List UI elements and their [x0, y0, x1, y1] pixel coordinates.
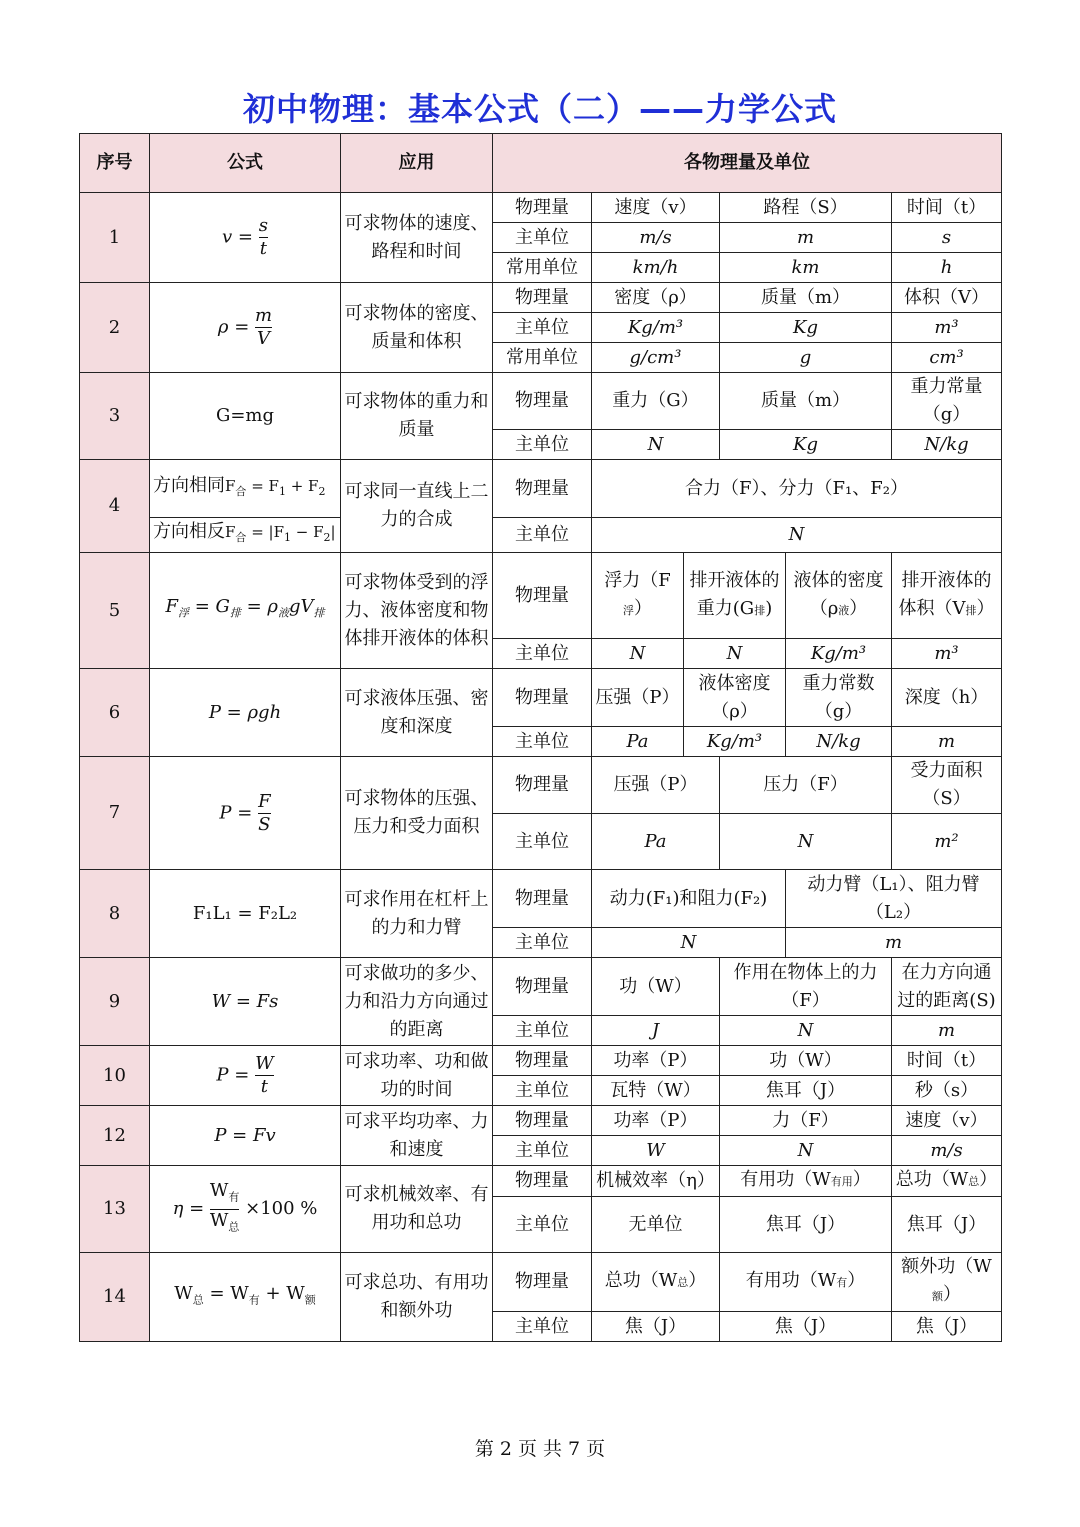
application-text: 可求物体的速度、路程和时间 — [341, 193, 493, 283]
table-row — [80, 669, 1002, 727]
label-main-unit: 主单位 — [493, 223, 592, 253]
row-number: 2 — [80, 283, 150, 373]
header-formula: 公式 — [150, 134, 341, 193]
label-quantity: 物理量 — [493, 373, 592, 430]
row-number: 1 — [80, 193, 150, 283]
quantity-cell: 作用在物体上的力（F） — [720, 958, 892, 1016]
label-quantity: 物理量 — [493, 870, 592, 928]
row-number: 10 — [80, 1046, 150, 1106]
table-row — [80, 1046, 1002, 1076]
application-text: 可求做功的多少、力和沿力方向通过的距离 — [341, 958, 493, 1046]
quantity-cell: 动力(F₁)和阻力(F₂) — [592, 870, 786, 928]
quantity-cell: 重力常量（g） — [892, 373, 1002, 430]
quantity-text: 浮力（F — [604, 569, 671, 591]
unit-cell: Kg — [720, 430, 892, 460]
unit-cell: N — [592, 928, 786, 958]
unit-cell: Pa — [592, 814, 720, 870]
formula-table — [79, 133, 1002, 1342]
quantity-cell: 功（W） — [720, 1046, 892, 1076]
row-number: 3 — [80, 373, 150, 460]
formula-power: P = $\frac{W}{t}$ — [150, 1046, 341, 1106]
opposite-direction-label: 方向相反 — [153, 521, 225, 542]
table-row — [80, 283, 1002, 313]
label-common-unit: 常用单位 — [493, 253, 592, 283]
quantity-text: 额外功（W — [901, 1256, 992, 1277]
label-common-unit: 常用单位 — [493, 343, 592, 373]
table-row — [80, 1106, 1002, 1136]
quantity-text: 有用功（W — [740, 1169, 831, 1190]
label-main-unit: 主单位 — [493, 1197, 592, 1253]
quantity-cell: 时间（t） — [892, 193, 1002, 223]
quantity-cell: 重力常数（g） — [786, 669, 892, 727]
label-quantity: 物理量 — [493, 757, 592, 814]
application-text: 可求物体的重力和质量 — [341, 373, 493, 460]
label-main-unit: 主单位 — [493, 814, 592, 870]
label-main-unit: 主单位 — [493, 1076, 592, 1106]
application-text: 可求总功、有用功和额外功 — [341, 1253, 493, 1342]
unit-cell: N — [592, 430, 720, 460]
application-text: 可求液体压强、密度和深度 — [341, 669, 493, 757]
header-quantities: 各物理量及单位 — [493, 134, 1002, 193]
unit-cell: 无单位 — [592, 1197, 720, 1253]
formula-opposite-direction: 方向相反$F_合 = |F_1 - F_2|$ — [150, 518, 341, 553]
formula-density: ρ = $\frac{m}{V}$ — [150, 283, 341, 373]
application-text: 可求同一直线上二力的合成 — [341, 460, 493, 553]
application-text: 可求物体受到的浮力、液体密度和物体排开液体的体积 — [341, 553, 493, 669]
quantity-text: 液体的密度（ρ — [793, 569, 884, 619]
unit-cell: N — [592, 518, 1002, 553]
unit-cell: m³ — [892, 313, 1002, 343]
quantity-cell: 体积（V） — [892, 283, 1002, 313]
application-text: 可求机械效率、有用功和总功 — [341, 1166, 493, 1253]
unit-cell: s — [892, 223, 1002, 253]
unit-cell: h — [892, 253, 1002, 283]
unit-cell: km/h — [592, 253, 720, 283]
quantity-cell: 液体密度（ρ） — [684, 669, 786, 727]
quantity-cell: 密度（ρ） — [592, 283, 720, 313]
quantity-cell: 排开液体的重力(G排) — [684, 553, 786, 639]
quantity-cell: 力（F） — [720, 1106, 892, 1136]
label-main-unit: 主单位 — [493, 518, 592, 553]
table-row — [80, 1253, 1002, 1312]
quantity-text: 总功（W — [604, 1270, 678, 1291]
quantity-cell: 在力方向通过的距离(S) — [892, 958, 1002, 1016]
unit-cell: 秒（s） — [892, 1076, 1002, 1106]
table-header — [80, 134, 1002, 193]
unit-cell: N/kg — [786, 727, 892, 757]
label-main-unit: 主单位 — [493, 639, 592, 669]
unit-cell: N/kg — [892, 430, 1002, 460]
quantity-cell: 合力（F）、分力（F₁、F₂） — [592, 460, 1002, 518]
label-main-unit: 主单位 — [493, 313, 592, 343]
quantity-cell: 速度（v） — [892, 1106, 1002, 1136]
quantity-cell: 机械效率（η） — [592, 1166, 720, 1197]
table-row — [80, 1166, 1002, 1197]
table-row — [80, 460, 1002, 518]
quantity-cell: 额外功（W额） — [892, 1253, 1002, 1312]
quantity-cell: 路程（S） — [720, 193, 892, 223]
label-main-unit: 主单位 — [493, 928, 592, 958]
table-row — [80, 958, 1002, 1016]
row-number: 9 — [80, 958, 150, 1046]
table-row — [80, 757, 1002, 814]
label-main-unit: 主单位 — [493, 1312, 592, 1342]
label-quantity: 物理量 — [493, 460, 592, 518]
quantity-cell: 液体的密度（ρ液） — [786, 553, 892, 639]
quantity-cell: 压强（P） — [592, 669, 684, 727]
label-main-unit: 主单位 — [493, 430, 592, 460]
unit-cell: 焦耳（J） — [720, 1076, 892, 1106]
application-text: 可求功率、功和做功的时间 — [341, 1046, 493, 1106]
unit-cell: m³ — [892, 639, 1002, 669]
unit-cell: N — [592, 639, 684, 669]
unit-cell: m — [720, 223, 892, 253]
header-application: 应用 — [341, 134, 493, 193]
unit-cell: Pa — [592, 727, 684, 757]
unit-cell: Kg/m³ — [592, 313, 720, 343]
unit-cell: N — [684, 639, 786, 669]
quantity-cell: 有用功（W有用） — [720, 1166, 892, 1197]
application-text: 可求物体的密度、质量和体积 — [341, 283, 493, 373]
unit-cell: km — [720, 253, 892, 283]
header-no: 序号 — [80, 134, 150, 193]
formula-gravity: G=mg — [150, 373, 341, 460]
label-quantity: 物理量 — [493, 1046, 592, 1076]
formula-buoyancy: $F_浮 = G_排 = \rho_液gV_排$ — [150, 553, 341, 669]
row-number: 7 — [80, 757, 150, 870]
formula-lever: F₁L₁ = F₂L₂ — [150, 870, 341, 958]
unit-cell: 焦耳（J） — [720, 1197, 892, 1253]
quantity-cell: 压强（P） — [592, 757, 720, 814]
unit-cell: m — [786, 928, 1002, 958]
quantity-cell: 排开液体的体积（V排） — [892, 553, 1002, 639]
table-row — [80, 518, 1002, 553]
quantity-cell: 有用功（W有） — [720, 1253, 892, 1312]
unit-cell: N — [720, 1016, 892, 1046]
label-quantity: 物理量 — [493, 1253, 592, 1312]
row-number: 14 — [80, 1253, 150, 1342]
label-quantity: 物理量 — [493, 193, 592, 223]
row-number: 12 — [80, 1106, 150, 1166]
unit-cell: J — [592, 1016, 720, 1046]
unit-cell: Kg/m³ — [786, 639, 892, 669]
quantity-cell: 重力（G） — [592, 373, 720, 430]
application-text: 可求作用在杠杆上的力和力臂 — [341, 870, 493, 958]
quantity-cell: 功（W） — [592, 958, 720, 1016]
unit-cell: m² — [892, 814, 1002, 870]
quantity-cell: 功率（P） — [592, 1106, 720, 1136]
label-quantity: 物理量 — [493, 1166, 592, 1197]
quantity-text: 排开液体的重力(G — [689, 569, 780, 619]
quantity-cell: 功率（P） — [592, 1046, 720, 1076]
same-direction-label: 方向相同 — [153, 474, 225, 496]
unit-cell: 焦耳（J） — [892, 1197, 1002, 1253]
quantity-text: 有用功（W — [745, 1270, 837, 1291]
label-main-unit: 主单位 — [493, 1136, 592, 1166]
row-number: 6 — [80, 669, 150, 757]
label-quantity: 物理量 — [493, 283, 592, 313]
unit-cell: 焦（J） — [592, 1312, 720, 1342]
quantity-cell: 质量（m） — [720, 283, 892, 313]
formula-liquid-pressure: P = ρgh — [150, 669, 341, 757]
application-text: 可求物体的压强、压力和受力面积 — [341, 757, 493, 870]
quantity-cell: 总功（W总） — [892, 1166, 1002, 1197]
formula-pressure: P = $\frac{F}{S}$ — [150, 757, 341, 870]
label-quantity: 物理量 — [493, 1106, 592, 1136]
quantity-cell: 深度（h） — [892, 669, 1002, 727]
table-row — [80, 193, 1002, 223]
unit-cell: g/cm³ — [592, 343, 720, 373]
quantity-cell: 总功（W总） — [592, 1253, 720, 1312]
page-title: 初中物理：基本公式（二）——力学公式 — [242, 90, 837, 128]
row-number: 4 — [80, 460, 150, 553]
label-quantity: 物理量 — [493, 958, 592, 1016]
label-main-unit: 主单位 — [493, 1016, 592, 1046]
table-row — [80, 870, 1002, 928]
quantity-cell: 速度（v） — [592, 193, 720, 223]
formula-velocity: v = $\frac{s}{t}$ — [150, 193, 341, 283]
unit-cell: N — [720, 1136, 892, 1166]
row-number: 5 — [80, 553, 150, 669]
table-row — [80, 553, 1002, 639]
unit-cell: g — [720, 343, 892, 373]
page-footer: 第 2 页 共 7 页 — [474, 1438, 606, 1460]
unit-cell: cm³ — [892, 343, 1002, 373]
application-text: 可求平均功率、力和速度 — [341, 1106, 493, 1166]
formula-total-work: $W_总 = W_有 + W_额$ — [150, 1253, 341, 1342]
unit-cell: m — [892, 727, 1002, 757]
table-row — [80, 373, 1002, 430]
unit-cell: 焦（J） — [892, 1312, 1002, 1342]
quantity-cell: 时间（t） — [892, 1046, 1002, 1076]
quantity-cell: 动力臂（L₁）、阻力臂（L₂） — [786, 870, 1002, 928]
row-number: 8 — [80, 870, 150, 958]
formula-power-velocity: P = Fv — [150, 1106, 341, 1166]
label-quantity: 物理量 — [493, 553, 592, 639]
unit-cell: m — [892, 1016, 1002, 1046]
label-quantity: 物理量 — [493, 669, 592, 727]
formula-same-direction: 方向相同$F_合 = F_1 + F_2$ — [150, 460, 341, 518]
unit-cell: 焦（J） — [720, 1312, 892, 1342]
unit-cell: 瓦特（W） — [592, 1076, 720, 1106]
unit-cell: W — [592, 1136, 720, 1166]
quantity-text: 总功（W — [895, 1169, 969, 1190]
unit-cell: Kg/m³ — [684, 727, 786, 757]
unit-cell: Kg — [720, 313, 892, 343]
row-number: 13 — [80, 1166, 150, 1253]
label-main-unit: 主单位 — [493, 727, 592, 757]
quantity-text: 排开液体的体积（V — [898, 569, 992, 619]
quantity-cell: 质量（m） — [720, 373, 892, 430]
quantity-cell: 压力（F） — [720, 757, 892, 814]
unit-cell: m/s — [892, 1136, 1002, 1166]
unit-cell: N — [720, 814, 892, 870]
unit-cell: m/s — [592, 223, 720, 253]
formula-work: W = Fs — [150, 958, 341, 1046]
quantity-cell: 浮力（F浮） — [592, 553, 684, 639]
quantity-cell: 受力面积（S） — [892, 757, 1002, 814]
formula-efficiency: η = $\frac{W_有}{W_总}$ ×100 % — [150, 1166, 341, 1253]
